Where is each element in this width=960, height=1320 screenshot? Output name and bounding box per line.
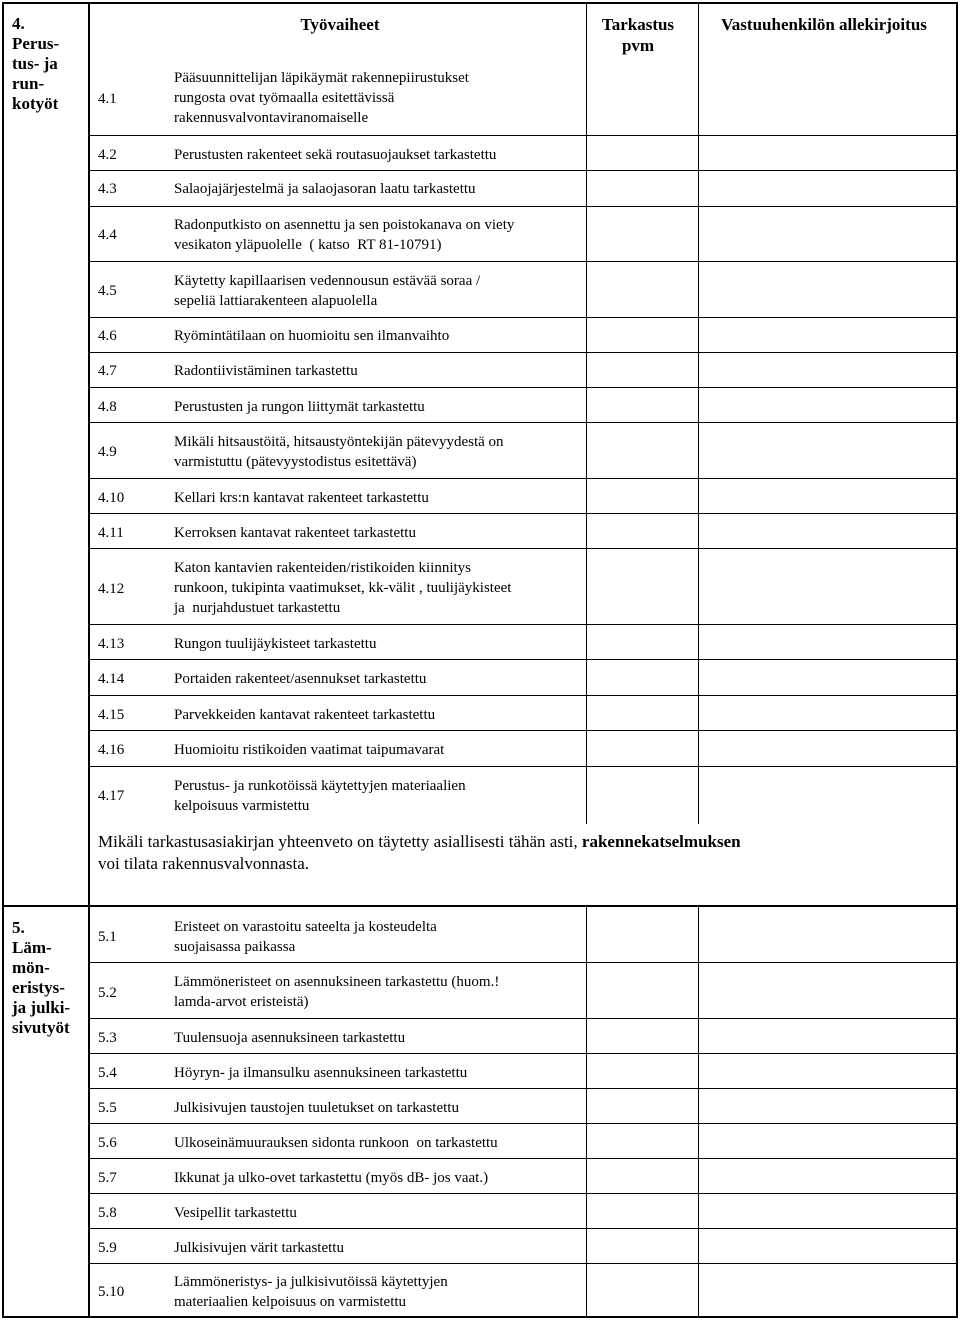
item-number: 4.14 [98,671,125,687]
row-divider [90,548,956,549]
item-text: Julkisivujen taustojen tuuletukset on tarkastettu [174,1100,459,1116]
border-line [2,2,4,1318]
row-divider [90,1123,956,1124]
item-number: 4.10 [98,490,125,506]
item-number: 5.4 [98,1065,117,1081]
section-label-line: eristys- [12,978,65,997]
item-number: 5.10 [98,1284,125,1300]
section-label-line: Läm- [12,938,52,957]
item-text: Lämmöneristys- ja julkisivutöissä käytettyjen materiaalien kelpoisuus on varmistettu [174,1274,448,1310]
item-number: 4.15 [98,707,125,723]
item-text: Eristeet on varastoitu sateelta ja kosteudelta suojaisassa paikassa [174,919,437,955]
row-divider [90,1018,956,1019]
border-line [2,1316,958,1318]
item-text: Höyryn- ja ilmansulku asennuksineen tarkastettu [174,1065,468,1081]
item-text: Portaiden rakenteet/asennukset tarkastettu [174,671,427,687]
row-divider [90,659,956,660]
border-line [956,2,958,1318]
item-text: Perustusten ja rungon liittymät tarkastettu [174,399,425,415]
item-text: Radontiivistäminen tarkastettu [174,363,358,379]
row-divider [90,730,956,731]
note-bold: rakennekatselmuksen [581,832,741,851]
header-signature: Vastuuhenkilön allekirjoitus [721,15,927,34]
header-steps: Työvaiheet [300,15,380,34]
header-check-line: pvm [621,36,655,55]
item-number: 4.16 [98,742,125,758]
row-divider [90,135,956,136]
row-divider [90,624,956,625]
row-divider [90,478,956,479]
header-check-line: Tarkastus [601,15,675,34]
item-text: Käytetty kapillaarisen vedennousun estävää soraa / sepeliä lattiarakenteen alapuolella [174,273,481,309]
header-check-date [588,14,688,56]
border-line [2,905,958,907]
section-label-line: 5. [12,918,25,937]
row-divider [90,1228,956,1229]
item-text: Lämmöneristeet on asennuksineen tarkastettu (huom.! lamda-arvot eristeistä) [174,974,500,1010]
row-divider [90,766,956,767]
row-divider [90,695,956,696]
item-text: Huomioitu ristikoiden vaatimat taipumavarat [174,742,445,758]
item-number: 4.13 [98,636,125,652]
item-number: 5.7 [98,1170,117,1186]
item-number: 5.1 [98,929,117,945]
border-line [698,2,699,824]
item-number: 4.3 [98,181,117,197]
item-number: 5.3 [98,1030,117,1046]
item-text: Perustusten rakenteet sekä routasuojaukset tarkastettu [174,147,497,163]
row-divider [90,1193,956,1194]
item-text: Mikäli hitsaustöitä, hitsaustyöntekijän pätevyydestä on varmistuttu (pätevyystodistus esitettävä) [174,434,504,470]
item-number: 4.12 [98,581,125,597]
row-divider [90,170,956,171]
section-label-line: ja julki- [12,998,71,1017]
section-label-line: run- [12,74,45,93]
section-label-line: Perus- [12,34,60,53]
row-divider [90,387,956,388]
item-text: Perustus- ja runkotöissä käytettyjen materiaalien kelpoisuus varmistettu [174,778,466,814]
section-label-line: tus- ja [12,54,58,73]
section-label-line: kotyöt [12,94,59,113]
item-number: 5.6 [98,1135,117,1151]
item-text: Tuulensuoja asennuksineen tarkastettu [174,1030,406,1046]
item-number: 4.11 [98,525,124,541]
row-divider [90,206,956,207]
row-divider [90,422,956,423]
item-number: 4.1 [98,91,117,107]
item-text: Ryömintätilaan on huomioitu sen ilmanvaihto [174,328,450,344]
row-divider [90,1053,956,1054]
row-divider [90,1088,956,1089]
item-text: Parvekkeiden kantavat rakenteet tarkastettu [174,707,436,723]
item-number: 5.9 [98,1240,117,1256]
row-divider [90,962,956,963]
item-number: 5.5 [98,1100,117,1116]
item-number: 4.6 [98,328,117,344]
row-divider [90,317,956,318]
item-text: Vesipellit tarkastettu [174,1205,297,1221]
item-number: 5.8 [98,1205,117,1221]
section-label-line: 4. [12,14,25,33]
item-text: Julkisivujen värit tarkastettu [174,1240,344,1256]
item-number: 5.2 [98,985,117,1001]
item-number: 4.2 [98,147,117,163]
row-divider [90,261,956,262]
item-text: Ulkoseinämuurauksen sidonta runkoon on tarkastettu [174,1135,498,1151]
note-text: Mikäli tarkastusasiakirjan yhteenveto on täytetty asiallisesti tähän asti, [98,832,582,851]
note-text-2: voi tilata rakennusvalvonnasta. [98,854,310,873]
item-number: 4.4 [98,227,117,243]
item-text: Katon kantavien rakenteiden/ristikoiden kiinnitys runkoon, tukipinta vaatimukset, kk-välit , tuulijäykisteet ja nurjahdustuet tarkastettu [174,560,512,616]
item-number: 4.5 [98,283,117,299]
item-number: 4.17 [98,788,125,804]
item-text: Kerroksen kantavat rakenteet tarkastettu [174,525,416,541]
border-line [698,906,699,1317]
border-line [586,2,587,824]
border-line [2,2,958,4]
row-divider [90,1158,956,1159]
item-text: Radonputkisto on asennettu ja sen poistokanava on viety vesikaton yläpuolelle ( katso RT 81-10791) [174,217,515,253]
item-number: 4.7 [98,363,117,379]
row-divider [90,352,956,353]
item-text: Kellari krs:n kantavat rakenteet tarkastettu [174,490,429,506]
item-text: Rungon tuulijäykisteet tarkastettu [174,636,377,652]
section-label-line: sivutyöt [12,1018,70,1037]
row-divider [90,1263,956,1264]
summary-note [98,831,858,875]
item-number: 4.9 [98,444,117,460]
border-line [88,2,90,1318]
item-text: Salaojajärjestelmä ja salaojasoran laatu tarkastettu [174,181,476,197]
item-text: Ikkunat ja ulko-ovet tarkastettu (myös dB- jos vaat.) [174,1170,489,1186]
border-line [586,906,587,1317]
item-number: 4.8 [98,399,117,415]
section-label-line: mön- [12,958,50,977]
item-text: Pääsuunnittelijan läpikäymät rakennepiirustukset rungosta ovat työmaalla esitettävissä rakennusvalvontaviranomaiselle [174,70,469,126]
row-divider [90,513,956,514]
